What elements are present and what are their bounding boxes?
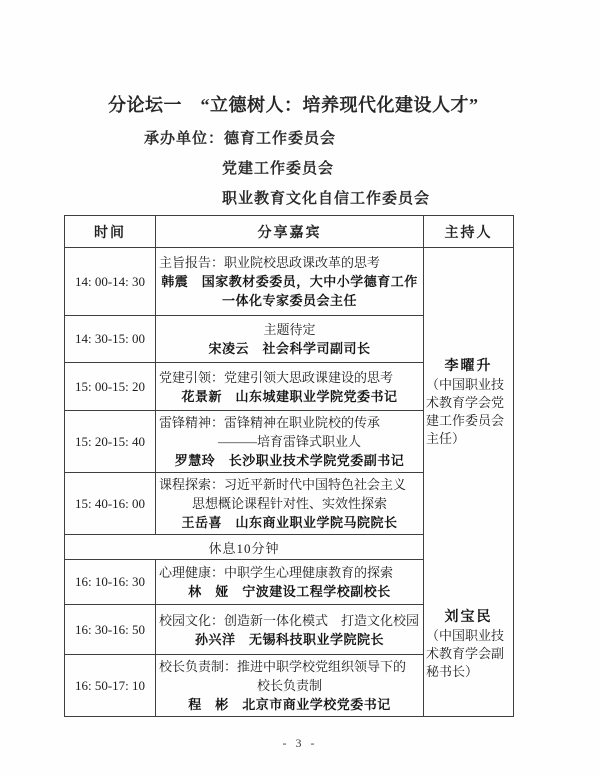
speaker-line: 一体化专家委员会主任 [221, 293, 357, 308]
time-cell: 14: 30-15: 00 [65, 316, 156, 363]
time-cell: 15: 20-15: 40 [65, 411, 156, 473]
time-cell: 16: 30-16: 50 [65, 605, 156, 655]
host-affiliation: （中国职业技术教育学会党建工作委员会主任） [426, 377, 505, 446]
guest-cell [156, 560, 424, 605]
host-block-1 [425, 357, 512, 448]
break-label: 休息10分钟 [65, 535, 424, 560]
session-topic-line: 主旨报告：职业院校思政课改革的思考 [159, 255, 381, 270]
guest-cell [156, 316, 424, 363]
table-header-row [65, 216, 514, 248]
forum-title: 分论坛一 “立德树人：培养现代化建设人才” [108, 95, 479, 115]
organizer-label: 承办单位： [144, 131, 225, 147]
time-cell: 14: 00-14: 30 [65, 248, 156, 316]
host-cell [424, 248, 514, 717]
speaker-line: 王岳喜 山东商业职业学院马院院长 [181, 515, 398, 530]
speaker-line: 宋凌云 社会科学司副司长 [208, 341, 371, 356]
session-topic-line: 党建引领：党建引领大思政课建设的思考 [159, 369, 394, 385]
guest-cell [156, 248, 424, 316]
table-row [65, 248, 514, 316]
guest-cell [156, 605, 424, 655]
speaker-line: 罗慧玲 长沙职业技术学院党委副书记 [174, 453, 405, 468]
guest-cell [156, 655, 424, 717]
organizer-line-1 [144, 127, 336, 148]
organizer-name: 德育工作委员会 [224, 131, 337, 147]
host-name: 刘宝民 [444, 610, 493, 625]
col-header-time: 时间 [65, 216, 156, 248]
speaker-line: 花景新 山东城建职业学院党委书记 [181, 388, 398, 404]
col-header-host: 主持人 [424, 216, 514, 248]
speaker-line: 韩震 国家教材委委员，大中小学德育工作 [161, 274, 418, 289]
session-topic-line: 校长负责制 [256, 678, 322, 693]
schedule-table [64, 215, 514, 717]
speaker-line: 林 娅 宁波建设工程学校副校长 [188, 584, 391, 599]
time-cell: 16: 50-17: 10 [65, 655, 156, 717]
host-block-2 [425, 608, 512, 681]
col-header-guest: 分享嘉宾 [156, 216, 424, 248]
guest-cell [156, 411, 424, 473]
host-affiliation: （中国职业技术教育学会副秘书长） [426, 628, 505, 679]
session-topic-line: 雷锋精神：雷锋精神在职业院校的传承 [159, 415, 381, 430]
session-topic-line: 校园文化：创造新一体化模式 打造文化校园 [159, 612, 420, 628]
guest-cell [156, 473, 424, 535]
organizer-line-3: 职业教育文化自信工作委员会 [222, 191, 431, 207]
page-number: - 3 - [282, 736, 318, 750]
time-cell: 15: 00-15: 20 [65, 363, 156, 411]
time-cell: 15: 40-16: 00 [65, 473, 156, 535]
session-topic-line: 思想概论课程针对性、实效性探索 [191, 496, 387, 511]
speaker-line: 程 彬 北京市商业学校党委书记 [188, 697, 391, 712]
speaker-line: 孙兴洋 无锡科技职业学院院长 [194, 631, 384, 647]
session-topic-line: ———培育雷锋式职业人 [217, 434, 361, 449]
session-topic-line: 心理健康：中职学生心理健康教育的探索 [159, 565, 394, 580]
time-cell: 16: 10-16: 30 [65, 560, 156, 605]
organizer-line-2: 党建工作委员会 [222, 161, 335, 177]
session-topic-line: 主题待定 [263, 322, 316, 337]
guest-cell [156, 363, 424, 411]
host-name: 李曜升 [444, 359, 493, 374]
session-topic-line: 课程探索：习近平新时代中国特色社会主义 [159, 477, 407, 492]
session-topic-line: 校长负责制：推进中职学校党组织领导下的 [159, 659, 407, 674]
